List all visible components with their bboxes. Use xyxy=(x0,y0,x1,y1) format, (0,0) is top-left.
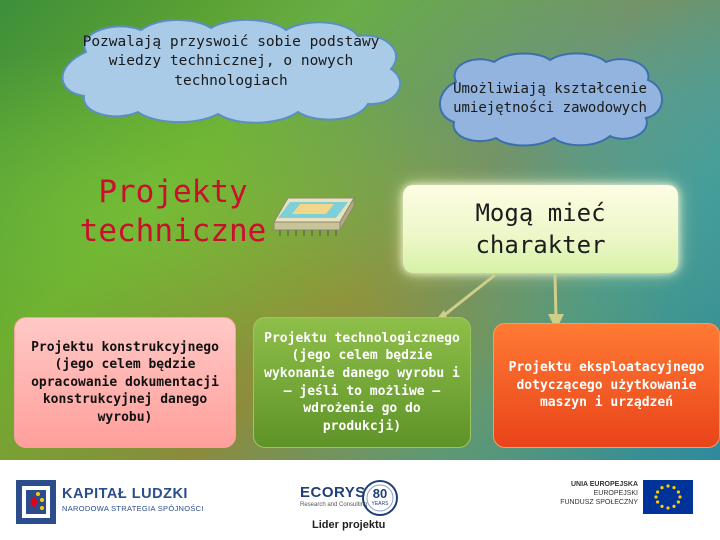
kapital-ludzki-title: KAPITAŁ LUDZKI xyxy=(62,486,188,502)
ecorys-name: ECORYS xyxy=(300,484,366,501)
project-technology-text: Projektu technologicznego (jego celem będzie wykonanie danego wyrobu i – jeśli to możliwe – wdrożenie go do produkcji) xyxy=(264,330,460,434)
page-title xyxy=(68,173,278,251)
cloud-left-text: Pozwalają przyswoić sobie podstawy wiedzy technicznej, o nowych technologiach xyxy=(82,33,380,89)
character-box-line1: Mogą mieć xyxy=(475,198,606,227)
project-construction-box xyxy=(14,317,236,448)
eu-line1: UNIA EUROPEJSKA xyxy=(570,481,638,488)
project-technology-box xyxy=(253,317,471,448)
eu-line3: FUNDUSZ SPOŁECZNY xyxy=(560,498,638,506)
chip-layers-icon xyxy=(268,192,358,240)
cloud-left xyxy=(46,14,416,130)
project-operation-text: Projektu eksploatacyjnego dotyczącego użytkowanie maszyn i urządzeń xyxy=(508,360,705,411)
eu-flag-icon xyxy=(643,480,693,514)
ecorys-badge-years: YEARS xyxy=(371,501,389,507)
cloud-right xyxy=(430,50,670,148)
kapital-ludzki-logo-icon xyxy=(12,476,60,528)
project-construction-text: Projektu konstrukcyjnego (jego celem będzie opracowanie dokumentacji konstrukcyjnej danego wyrobu) xyxy=(31,339,219,425)
eu-line2: EUROPEJSKI xyxy=(593,489,638,497)
footer-logos xyxy=(0,460,720,540)
lider-label: Lider projektu xyxy=(312,519,386,531)
page-title-line1: Projekty xyxy=(98,174,248,210)
ecorys-subtitle: Research and Consulting xyxy=(300,502,368,508)
kapital-ludzki-subtitle: NARODOWA STRATEGIA SPÓJNOŚCI xyxy=(62,504,204,513)
cloud-right-text: Umożliwiają kształcenie umiejętności zawodowych xyxy=(453,81,647,116)
page-title-line2: techniczne xyxy=(79,212,267,249)
character-box xyxy=(403,185,678,273)
arrow-to-operation xyxy=(555,275,556,318)
character-box-line2: charakter xyxy=(475,231,606,259)
eu-text xyxy=(560,481,638,507)
arrow-to-technology xyxy=(438,275,495,320)
project-operation-box xyxy=(493,323,720,448)
ecorys-badge-number: 80 xyxy=(372,486,388,501)
